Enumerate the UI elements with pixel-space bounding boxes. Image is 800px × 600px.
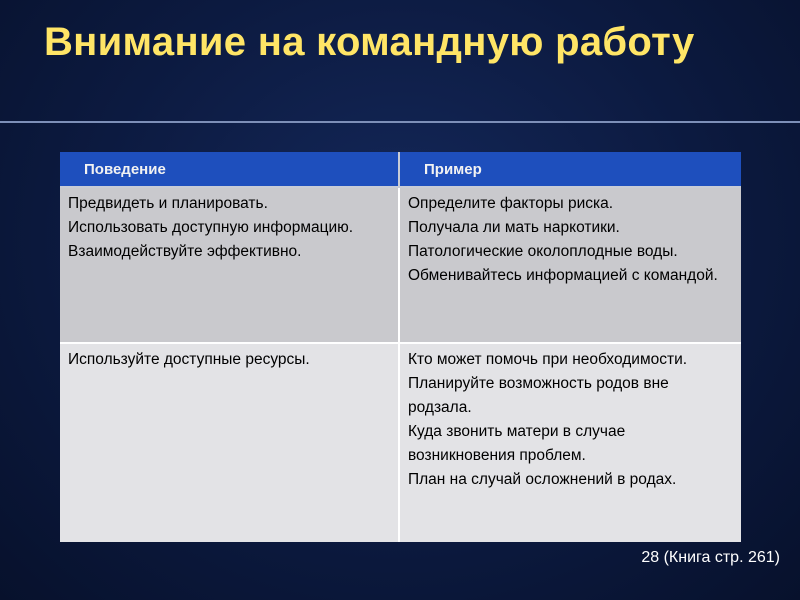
example-line: Кто может помочь при необходимости. [408, 351, 688, 368]
example-line: План на случай осложнений в родах. [408, 471, 677, 488]
behavior-line: Используйте доступные ресурсы. [68, 351, 310, 368]
slide-title: Внимание на командную работу [44, 20, 695, 64]
behavior-line: Взаимодействуйте эффективно. [68, 243, 302, 260]
behavior-table [60, 152, 741, 542]
behavior-table-container [60, 152, 741, 542]
behavior-cell [60, 187, 399, 343]
example-line: Патологические околоплодные воды. [408, 243, 678, 260]
slide-footer-page-reference: 28 (Книга стр. 261) [641, 549, 780, 566]
title-divider [0, 121, 800, 123]
column-header-behavior: Поведение [60, 152, 399, 187]
table-row [60, 187, 741, 343]
example-line: Планируйте возможность родов вне родзала. [408, 375, 669, 416]
example-line: Определите факторы риска. [408, 195, 614, 212]
behavior-cell [60, 343, 399, 542]
column-header-example: Пример [399, 152, 741, 187]
example-cell [399, 343, 741, 542]
table-header-row [60, 152, 741, 187]
example-cell [399, 187, 741, 343]
example-line: Получала ли мать наркотики. [408, 219, 620, 236]
table-row [60, 343, 741, 542]
behavior-line: Использовать доступную информацию. [68, 219, 354, 236]
example-line: Куда звонить матери в случае возникновения проблем. [408, 423, 626, 464]
example-line: Обменивайтесь информацией с командой. [408, 267, 718, 284]
behavior-line: Предвидеть и планировать. [68, 195, 268, 212]
